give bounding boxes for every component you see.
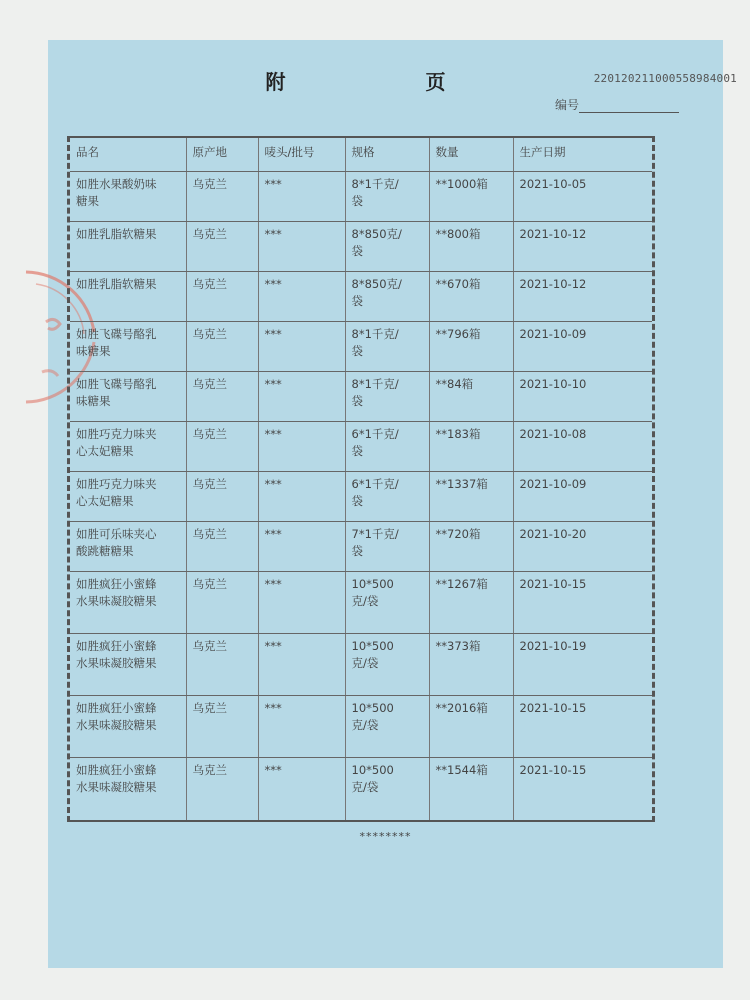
cell-origin: 乌克兰 <box>186 634 258 696</box>
cell-product-name: 如胜可乐味夹心酸跳糖糖果 <box>70 522 186 572</box>
cell-quantity: **373箱 <box>429 634 513 696</box>
cell-mark-batch: *** <box>258 696 345 758</box>
table-row <box>70 472 652 522</box>
cell-spec: 6*1千克/袋 <box>345 422 429 472</box>
cell-quantity: **183箱 <box>429 422 513 472</box>
table-row <box>70 758 652 820</box>
goods-table-frame <box>67 136 655 822</box>
table-row <box>70 372 652 422</box>
cell-production-date: 2021-10-19 <box>513 634 652 696</box>
cell-mark-batch: *** <box>258 322 345 372</box>
cell-quantity: **670箱 <box>429 272 513 322</box>
cell-production-date: 2021-10-09 <box>513 322 652 372</box>
header-origin: 原产地 <box>186 138 258 172</box>
cell-quantity: **1544箱 <box>429 758 513 820</box>
cell-product-name: 如胜疯狂小蜜蜂水果味凝胶糖果 <box>70 634 186 696</box>
serial-blank-line <box>579 100 679 113</box>
cell-quantity: **1267箱 <box>429 572 513 634</box>
cell-mark-batch: *** <box>258 222 345 272</box>
header-spec: 规格 <box>345 138 429 172</box>
cell-quantity: **796箱 <box>429 322 513 372</box>
cell-product-name: 如胜疯狂小蜜蜂水果味凝胶糖果 <box>70 572 186 634</box>
cell-mark-batch: *** <box>258 372 345 422</box>
cell-quantity: **1000箱 <box>429 172 513 222</box>
cell-product-name: 如胜乳脂软糖果 <box>70 222 186 272</box>
cell-mark-batch: *** <box>258 172 345 222</box>
cell-spec: 8*1千克/袋 <box>345 172 429 222</box>
cell-quantity: **84箱 <box>429 372 513 422</box>
cell-production-date: 2021-10-12 <box>513 222 652 272</box>
page-title: 附 页 <box>265 70 506 94</box>
table-row <box>70 322 652 372</box>
cell-origin: 乌克兰 <box>186 522 258 572</box>
cell-origin: 乌克兰 <box>186 472 258 522</box>
cell-origin: 乌克兰 <box>186 272 258 322</box>
cell-spec: 8*1千克/袋 <box>345 322 429 372</box>
serial-number-field <box>555 96 679 113</box>
cell-quantity: **2016箱 <box>429 696 513 758</box>
table-row <box>70 422 652 472</box>
cell-spec: 8*850克/袋 <box>345 222 429 272</box>
table-row <box>70 634 652 696</box>
header-mark-batch: 唛头/批号 <box>258 138 345 172</box>
table-header-row <box>70 138 652 172</box>
cell-mark-batch: *** <box>258 272 345 322</box>
cell-production-date: 2021-10-12 <box>513 272 652 322</box>
cell-production-date: 2021-10-15 <box>519 763 587 777</box>
document-page <box>48 40 737 968</box>
cell-mark-batch: *** <box>258 522 345 572</box>
serial-label: 编号 <box>554 98 579 112</box>
cell-origin: 乌克兰 <box>186 372 258 422</box>
cell-production-date: 2021-10-09 <box>513 472 652 522</box>
table-row <box>70 222 652 272</box>
cell-origin: 乌克兰 <box>186 758 258 820</box>
cell-quantity: **720箱 <box>429 522 513 572</box>
cell-product-name: 如胜疯狂小蜜蜂水果味凝胶糖果 <box>70 758 186 820</box>
header-product-name: 品名 <box>70 138 186 172</box>
table-row <box>70 272 652 322</box>
cell-origin: 乌克兰 <box>186 322 258 372</box>
cell-spec: 8*1千克/袋 <box>345 372 429 422</box>
table-row <box>70 572 652 634</box>
cell-quantity: **1337箱 <box>429 472 513 522</box>
table-row <box>70 172 652 222</box>
cell-origin: 乌克兰 <box>186 172 258 222</box>
cell-production-date: 2021-10-15 <box>513 572 652 634</box>
table-row <box>70 522 652 572</box>
header-quantity: 数量 <box>429 138 513 172</box>
cell-origin: 乌克兰 <box>186 572 258 634</box>
cell-production-date: 2021-10-08 <box>513 422 652 472</box>
cell-product-name: 如胜疯狂小蜜蜂水果味凝胶糖果 <box>70 696 186 758</box>
cell-product-name: 如胜飞碟号酪乳味糖果 <box>70 322 186 372</box>
cell-origin: 乌克兰 <box>186 222 258 272</box>
cell-mark-batch: *** <box>258 634 345 696</box>
cell-mark-batch: *** <box>258 758 345 820</box>
goods-table <box>70 138 652 820</box>
cell-spec: 7*1千克/袋 <box>345 522 429 572</box>
end-marker: ******** <box>359 830 412 843</box>
cell-spec: 10*500克/袋 <box>345 758 429 820</box>
cell-mark-batch: *** <box>258 472 345 522</box>
cell-mark-batch: *** <box>258 572 345 634</box>
cell-spec: 10*500克/袋 <box>345 572 429 634</box>
cell-production-date: 2021-10-10 <box>513 372 652 422</box>
cell-quantity: **800箱 <box>429 222 513 272</box>
cell-origin: 乌克兰 <box>186 696 258 758</box>
cell-production-date: 2021-10-15 <box>513 696 652 758</box>
cell-product-name: 如胜飞碟号酪乳味糖果 <box>70 372 186 422</box>
cell-origin: 乌克兰 <box>186 422 258 472</box>
cell-mark-batch: *** <box>258 422 345 472</box>
cell-spec: 6*1千克/袋 <box>345 472 429 522</box>
cell-production-date: 2021-10-05 <box>513 172 652 222</box>
document-number: 220120211000558984001 <box>593 72 737 85</box>
cell-product-name: 如胜巧克力味夹心太妃糖果 <box>70 422 186 472</box>
cell-spec: 8*850克/袋 <box>345 272 429 322</box>
cell-spec: 10*500克/袋 <box>345 696 429 758</box>
cell-product-name: 如胜水果酸奶味糖果 <box>70 172 186 222</box>
cell-production-date: 2021-10-20 <box>513 522 652 572</box>
cell-spec: 10*500克/袋 <box>345 634 429 696</box>
header-production-date: 生产日期 <box>513 138 652 172</box>
cell-product-name: 如胜巧克力味夹心太妃糖果 <box>70 472 186 522</box>
cell-product-name: 如胜乳脂软糖果 <box>70 272 186 322</box>
table-row <box>70 696 652 758</box>
